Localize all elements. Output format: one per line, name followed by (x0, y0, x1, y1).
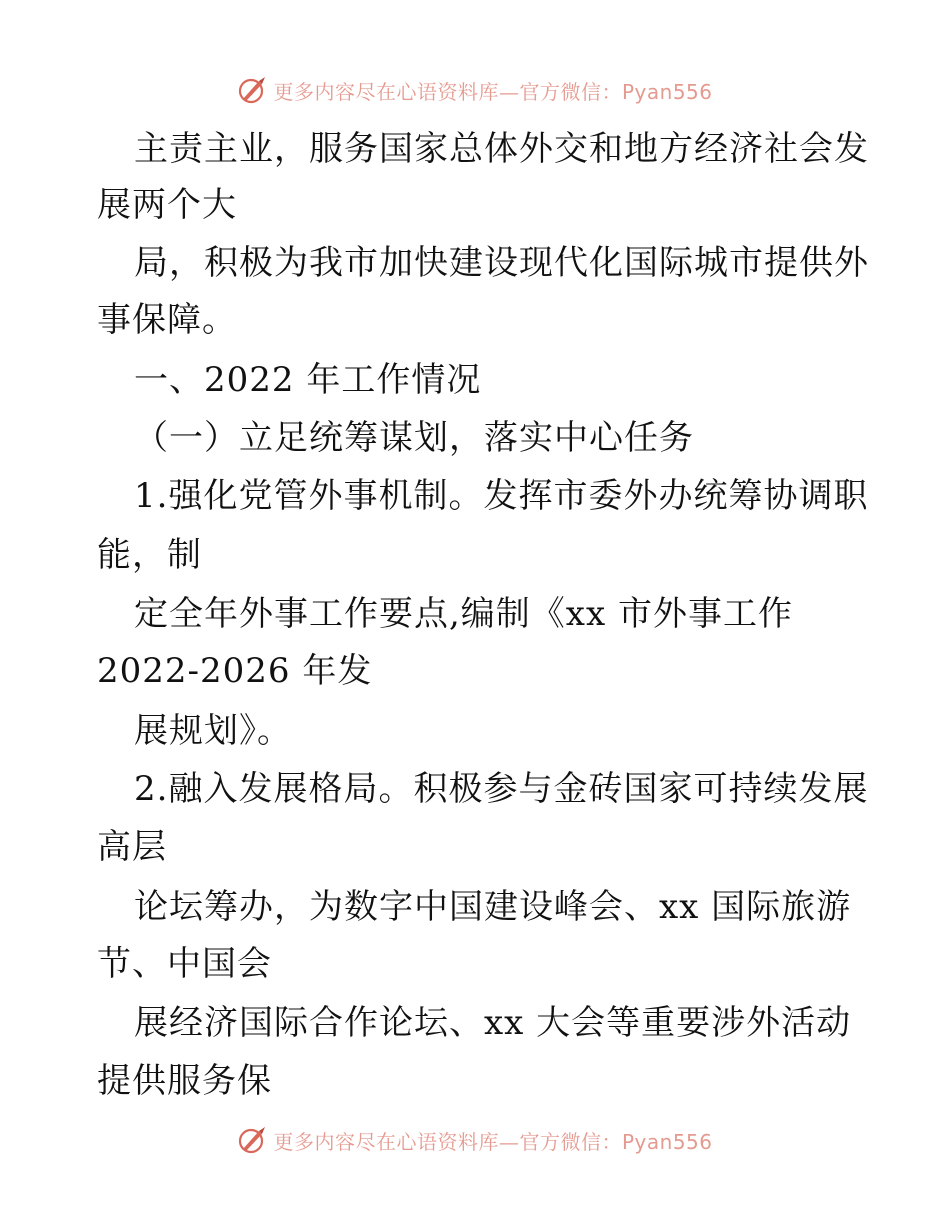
watermark-contact-id: Pyan556 (621, 79, 713, 104)
quill-logo-icon (237, 1125, 267, 1155)
watermark-contact-prefix: 官方微信： (519, 1129, 622, 1154)
paragraph-line: 事保障。 (97, 300, 237, 340)
paragraph-line: 2022-2026 年发 (97, 651, 373, 691)
paragraph-line: 展两个大 (97, 185, 237, 225)
section-heading: 一、2022 年工作情况 (134, 360, 482, 400)
watermark-separator: — (498, 79, 520, 104)
paragraph-line: 展规划》。 (134, 711, 292, 751)
subsection-heading: （一）立足统筹谋划，落实中心任务 (134, 418, 694, 458)
watermark-separator: — (498, 1129, 520, 1154)
header-watermark (0, 70, 950, 110)
watermark-brand-text: 更多内容尽在心语资料库 (273, 79, 499, 104)
paragraph-line: 节、中国会 (97, 944, 272, 984)
paragraph-line: 2.融入发展格局。积极参与金砖国家可持续发展 (134, 769, 869, 809)
paragraph-line: 1.强化党管外事机制。发挥市委外办统筹协调职 (134, 476, 869, 516)
paragraph-line: 展经济国际合作论坛、xx 大会等重要涉外活动 (134, 1003, 852, 1043)
footer-watermark (0, 1120, 950, 1160)
paragraph-line: 高层 (97, 827, 167, 867)
paragraph-line: 定全年外事工作要点,编制《xx 市外事工作 (134, 594, 793, 634)
paragraph-line: 论坛筹办，为数字中国建设峰会、xx 国际旅游 (134, 887, 852, 927)
watermark-contact-id: Pyan556 (621, 1129, 713, 1154)
paragraph-line: 局，积极为我市加快建设现代化国际城市提供外 (134, 243, 869, 283)
watermark-brand-text: 更多内容尽在心语资料库 (273, 1129, 499, 1154)
paragraph-line: 能，制 (97, 535, 202, 575)
paragraph-line: 提供服务保 (97, 1061, 272, 1101)
paragraph-line: 主责主业，服务国家总体外交和地方经济社会发 (134, 129, 869, 169)
watermark-contact-prefix: 官方微信： (519, 79, 622, 104)
quill-logo-icon (237, 75, 267, 105)
